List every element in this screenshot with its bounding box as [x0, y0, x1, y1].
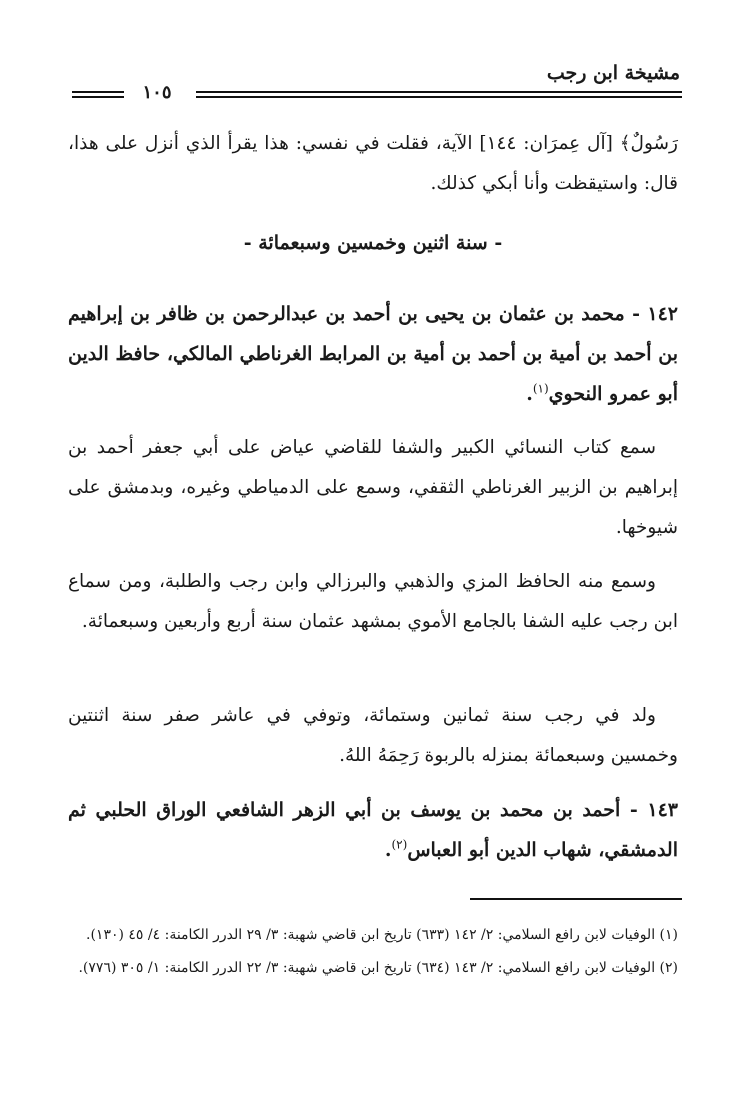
entry-143-heading: ١٤٣ - أحمد بن محمد بن يوسف بن أبي الزهر الشافعي الوراق الحلبي ثم الدمشقي، شهاب الدين أبو العباس$^{(٢)}$.: [68, 799, 678, 861]
footnote-2: (٢) الوفيات لابن رافع السلامي: ٢/ ١٤٣ (٦٣٤) تاريخ ابن قاضي شهبة: ٣/ ٢٢ الدرر الكامنة: ١/ ٣٠٥ (٧٧٦).: [78, 960, 678, 976]
continuation-text: رَسُولٌ﴾ [آل عِمرَان: ١٤٤] الآية، فقلت في نفسي: هذا يقرأ الذي أنزل على هذا، قال: واستيقظت وأنا أبكي كذلك.: [68, 133, 678, 194]
footnote-ref-2: (٢): [391, 837, 408, 852]
header-rule-left: [72, 91, 124, 98]
footnote-separator: [470, 898, 682, 900]
entry-142-text-3: ولد في رجب سنة ثمانين وستمائة، وتوفي في عاشر صفر سنة اثنتين وخمسين وسبعمائة بمنزله بالربوة رَحِمَهُ اللهُ.: [68, 705, 678, 766]
footnote-ref-1: (١): [532, 381, 549, 396]
entry-142-title: [68, 294, 678, 414]
entry-142-heading: ١٤٢ - محمد بن عثمان بن يحيى بن أحمد بن عبدالرحمن بن ظافر بن إبراهيم بن أحمد بن أمية بن أحمد بن أمية بن المرابط الغرناطي المالكي، حافظ الدين أبو عمرو النحوي$^{(١)}$.: [68, 303, 678, 405]
footnote-1: (١) الوفيات لابن رافع السلامي: ٢/ ١٤٢ (٦٣٣) تاريخ ابن قاضي شهبة: ٣/ ٢٩ الدرر الكامنة: ٤/ ٤٥ (١٣٠).: [86, 927, 678, 943]
continuation-paragraph: [68, 124, 678, 204]
page-number: ١٠٥: [142, 82, 172, 103]
year-heading: - سنة اثنين وخمسين وسبعمائة -: [243, 232, 503, 254]
footnotes: [68, 922, 678, 988]
running-title: مشيخة ابن رجب: [546, 62, 680, 84]
entry-142-name: ١٤٢ - محمد بن عثمان بن يحيى بن أحمد بن عبدالرحمن بن ظافر بن إبراهيم بن أحمد بن أمية بن أحمد بن أمية بن المرابط الغرناطي المالكي، حافظ الدين أبو عمرو النحوي: [68, 303, 678, 405]
entry-143-title: [68, 790, 678, 870]
entry-143-name: ١٤٣ - أحمد بن محمد بن يوسف بن أبي الزهر الشافعي الوراق الحلبي ثم الدمشقي، شهاب الدين أبو العباس: [68, 799, 678, 861]
entry-142-text-1: سمع كتاب النسائي الكبير والشفا للقاضي عياض على أبي جعفر أحمد بن إبراهيم بن الزبير الغرناطي الثقفي، وسمع على الدمياطي وغيره، وبدمشق على شيوخها.: [68, 437, 678, 538]
entry-142-paragraph-2: [68, 562, 678, 642]
entry-142-paragraph-1: [68, 428, 678, 548]
entry-142-text-2: وسمع منه الحافظ المزي والذهبي والبرزالي وابن رجب والطلبة، ومن سماع ابن رجب عليه الشفا بالجامع الأموي بمشهد عثمان سنة أربع وأربعين وسبعمائة.: [68, 571, 678, 632]
entry-142-paragraph-3: [68, 696, 678, 776]
header-rule-right: [196, 91, 682, 98]
